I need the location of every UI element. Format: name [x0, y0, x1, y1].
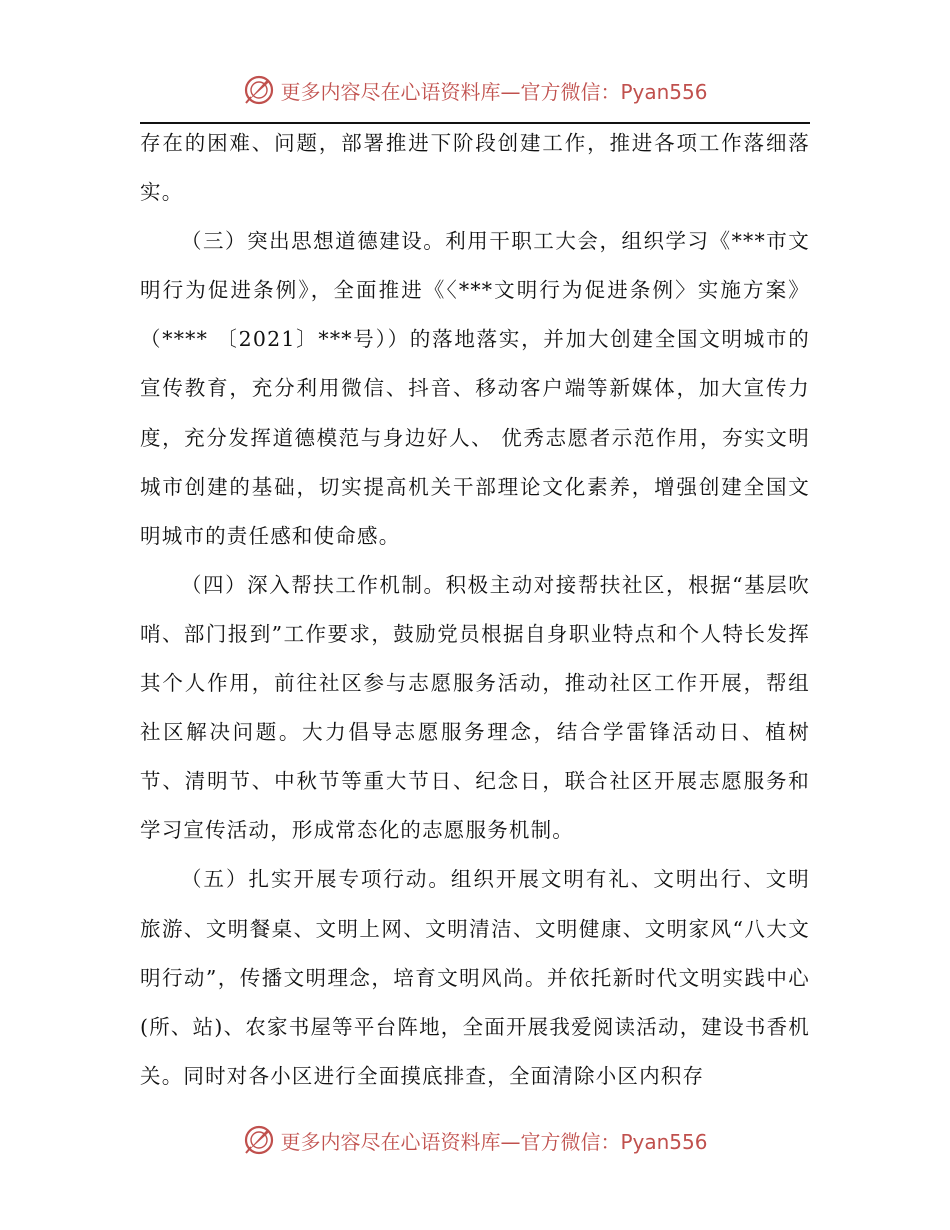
- header-watermark-text: 更多内容尽在心语资料库—官方微信：Pyan556: [280, 79, 708, 104]
- paragraph-section-4: （四）深入帮扶工作机制。积极主动对接帮扶社区，根据“基层吹哨、部门报到”工作要求，鼓励党员根据自身职业特点和个人特长发挥其个人作用，前往社区参与志愿服务活动，推动社区工作开展，帮组社区解决问题。大力倡导志愿服务理念，结合学雷锋活动日、植树节、清明节、中秋节等重大节日、纪念日，联合社区开展志愿服务和学习宣传活动，形成常态化的志愿服务机制。: [140, 572, 810, 843]
- logo-icon: [242, 1123, 276, 1157]
- paragraph-section-3: （三）突出思想道德建设。利用干职工大会，组织学习《***市文明行为促进条例》，全面推进《〈***文明行为促进条例〉实施方案》（**** 〔2021〕***号））的落地落实，并加大创建全国文明城市的宣传教育，充分利用微信、抖音、移动客户端等新媒体，加大宣传力度，充分发挥道德模范与身边好人、 优秀志愿者示范作用，夯实文明城市创建的基础，切实提高机关干部理论文化素养，增强创建全国文明城市的责任感和使命感。: [140, 229, 810, 548]
- header-watermark: [0, 70, 950, 110]
- logo-icon: [242, 73, 276, 107]
- paragraph-continuation: 存在的困难、问题，部署推进下阶段创建工作，推进各项工作落细落实。: [140, 131, 810, 205]
- document-body: [140, 119, 810, 1101]
- paragraph-section-5: （五）扎实开展专项行动。组织开展文明有礼、文明出行、文明旅游、文明餐桌、文明上网、文明清洁、文明健康、文明家风“八大文明行动”，传播文明理念，培育文明风尚。并依托新时代文明实践中心(所、站)、农家书屋等平台阵地，全面开展我爱阅读活动，建设书香机关。同时对各小区进行全面摸底排查，全面清除小区内积存: [140, 867, 810, 1088]
- footer-watermark: [0, 1120, 950, 1160]
- footer-watermark-text: 更多内容尽在心语资料库—官方微信：Pyan556: [280, 1129, 708, 1154]
